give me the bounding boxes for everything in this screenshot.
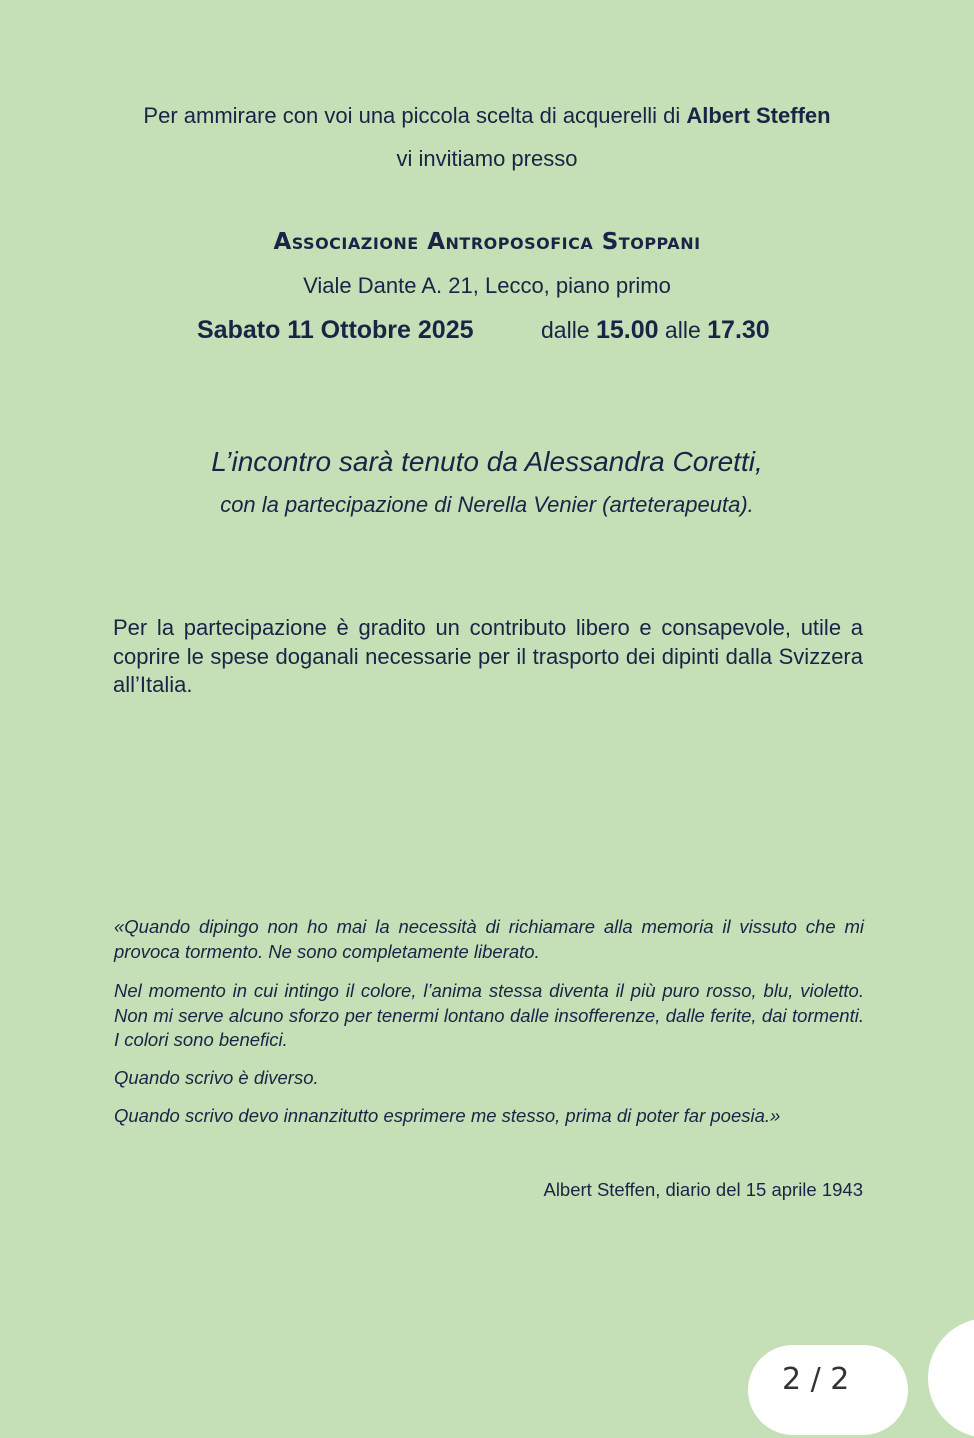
event-time [541,316,770,345]
quote-paragraph-4: Quando scrivo devo innanzitutto esprimere me stesso, prima di poter far poesia.» [114,1105,781,1126]
time-from-label: dalle [541,317,596,343]
invitation-prefix: Per ammirare con voi una piccola scelta di acquerelli di [143,103,687,128]
time-to-label: alle [658,317,708,343]
quote-paragraph-3: Quando scrivo è diverso. [114,1067,319,1088]
floating-action-button[interactable] [928,1318,974,1438]
contribution-paragraph: Per la partecipazione è gradito un contributo libero e consapevole, utile a coprire le spese doganali necessarie per il trasporto dei dipinti dalla Svizzera all’Italia. [113,615,863,697]
quote-paragraph-1: «Quando dipingo non ho mai la necessità di richiamare alla memoria il vissuto che mi provoca tormento. Ne sono completamente liberato. [114,916,864,962]
organization-name: Associazione Antroposofica Stoppani [273,229,701,255]
participation-line: con la partecipazione di Nerella Venier (arteterapeuta). [220,492,754,517]
start-time: 15.00 [595,316,659,344]
venue-address: Viale Dante A. 21, Lecco, piano primo [303,273,671,298]
quote-attribution: Albert Steffen, diario del 15 aprile 1943 [543,1179,863,1200]
page-indicator: 2 / 2 [782,1362,850,1397]
end-time: 17.30 [707,316,770,344]
invitation-line-2: vi invitiamo presso [396,146,578,171]
event-date: Sabato 11 Ottobre 2025 [197,316,474,344]
quote-paragraph-2: Nel momento in cui intingo il colore, l’anima stessa diventa il più puro rosso, blu, violetto. Non mi serve alcuno sforzo per tenermi lontano dalle insofferenze, dalle ferite, dai tormenti. I colori sono benefici. [114,980,864,1050]
speaker-line: L’incontro sarà tenuto da Alessandra Coretti, [211,446,763,477]
artist-name: Albert Steffen [686,103,831,128]
invitation-line-1 [0,103,974,129]
